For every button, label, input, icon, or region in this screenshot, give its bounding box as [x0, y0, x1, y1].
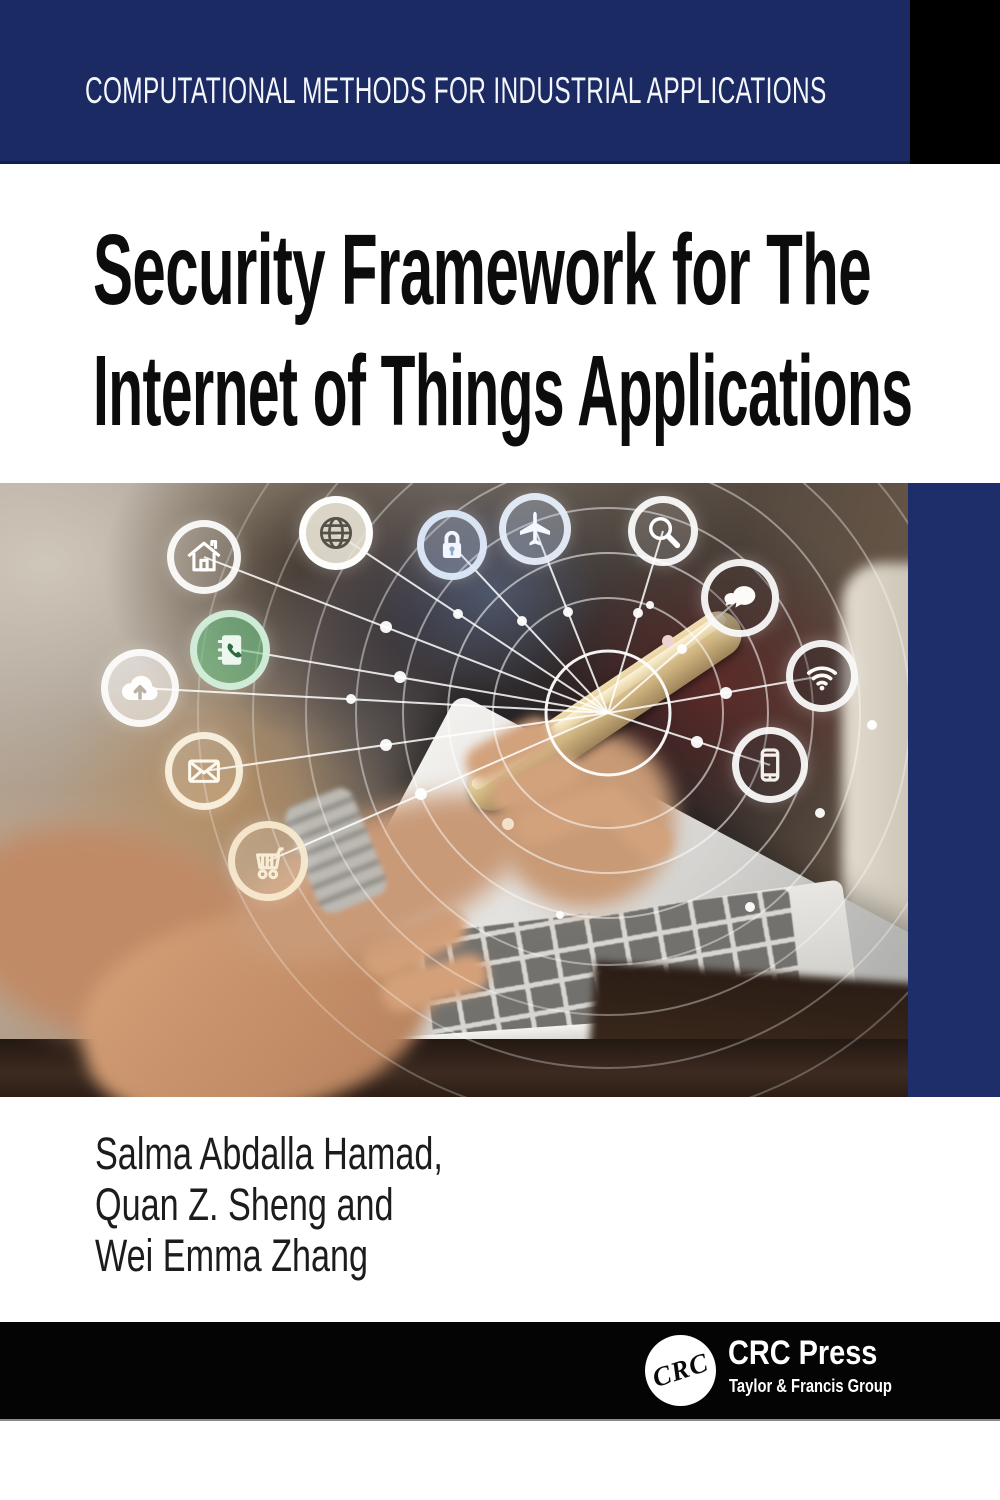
crc-logo-monogram: CRC: [648, 1346, 713, 1394]
globe-icon: [299, 496, 373, 570]
series-band: [0, 0, 910, 164]
author-line1: Salma Abdalla Hamad,: [95, 1128, 443, 1179]
top-right-corner-block: [910, 0, 1000, 164]
publisher-name: CRC Press: [728, 1334, 878, 1372]
lock-icon: [417, 510, 487, 580]
search-icon: [628, 496, 698, 566]
wifi-icon: [786, 640, 858, 712]
contacts-icon: [190, 610, 270, 690]
author-line2: Quan Z. Sheng and: [95, 1179, 394, 1230]
right-navy-strip: [908, 483, 1000, 1097]
shopping-cart-icon: [228, 821, 308, 901]
crc-logo-circle: [645, 1335, 716, 1406]
series-title: COMPUTATIONAL METHODS FOR INDUSTRIAL APPLICATIONS: [85, 70, 827, 111]
chat-icon: [701, 559, 779, 637]
home-icon: [167, 520, 241, 594]
author-line3: Wei Emma Zhang: [95, 1230, 369, 1281]
cloud-upload-icon: [101, 649, 179, 727]
author-block: [95, 1128, 553, 1281]
book-title: [93, 210, 1000, 452]
publisher-band: [0, 1322, 1000, 1421]
smartphone-icon: [732, 727, 808, 803]
email-icon: [165, 732, 243, 810]
book-title-line1: Security Framework for The: [93, 214, 871, 326]
publisher-tagline: Taylor & Francis Group: [729, 1376, 892, 1396]
cover-photo: [0, 483, 908, 1097]
airplane-icon: [499, 493, 571, 565]
book-title-line2: Internet of Things Applications: [93, 335, 913, 447]
